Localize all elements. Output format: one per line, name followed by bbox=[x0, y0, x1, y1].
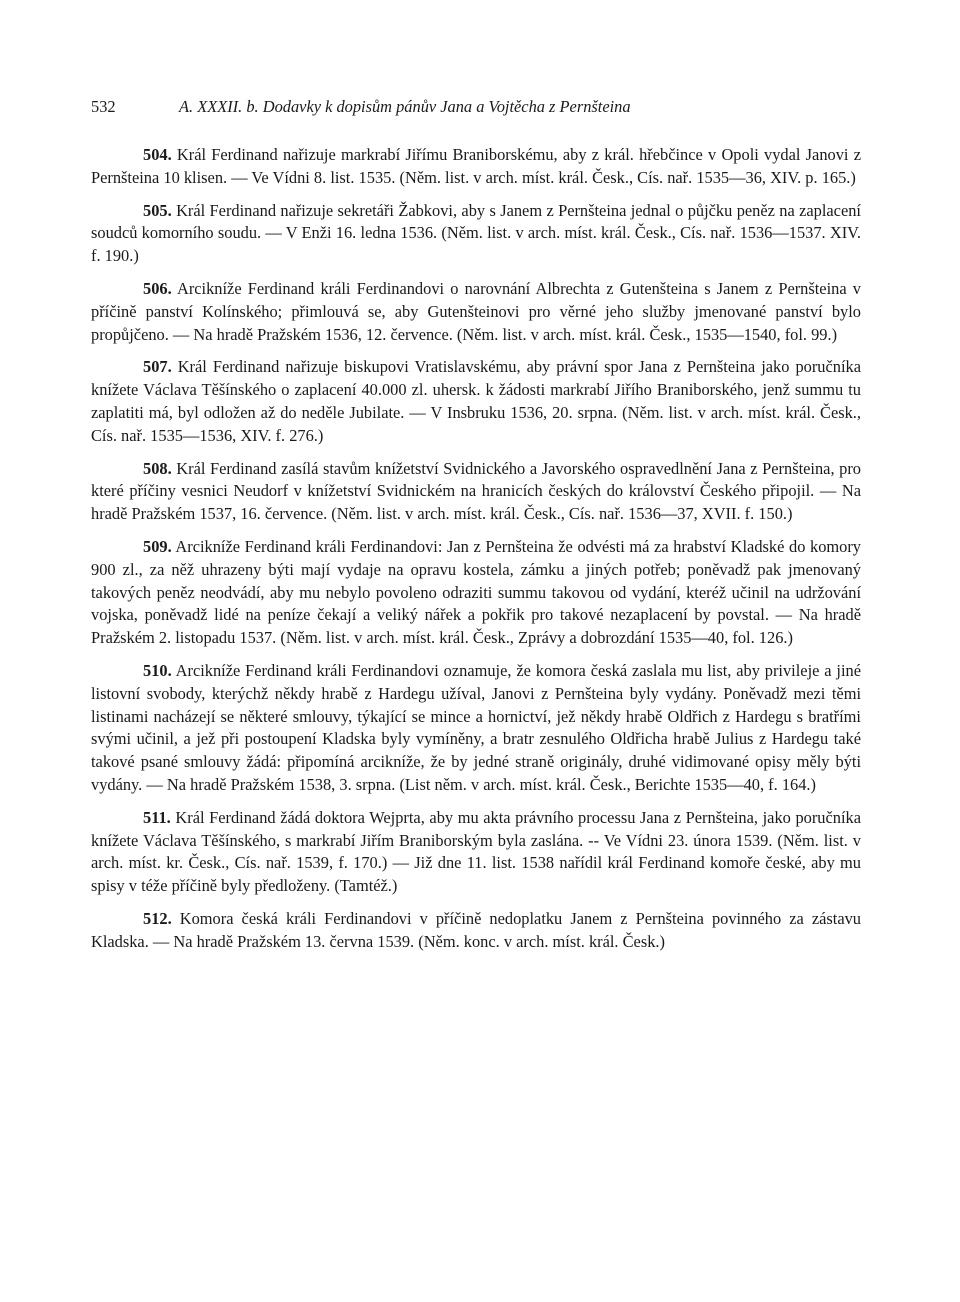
entry-text: Komora česká králi Ferdinandovi v příčině nedoplatku Janem z Pernšteina povinného za zástavu Kladska. — Na hradě Pražském 13. června 1539. (Něm. konc. v arch. míst. král. Česk.) bbox=[91, 908, 861, 951]
entry-number: 504. bbox=[143, 145, 172, 164]
entry-number: 509. bbox=[143, 536, 172, 556]
entry-number: 505. bbox=[143, 200, 172, 220]
entry-507 bbox=[91, 356, 861, 447]
entry-text: Král Ferdinand nařizuje biskupovi Vratislavskému, aby právní spor Jana z Pernšteina jako poručníka knížete Václava Těšínského o zaplacení 40.000 zl. uhersk. k žádosti markrabí Jiřího Braniborského, jenž summu tu zaplatiti má, byl odložen až do neděle Jubilate. — V Insbruku 1536, 20. srpna. (Něm. list. v arch. míst. král. Česk., Cís. nař. 1535—1536, XIV. f. 276.) bbox=[91, 357, 861, 445]
entry-508 bbox=[91, 458, 861, 526]
entry-505 bbox=[91, 200, 861, 268]
entry-510 bbox=[91, 660, 861, 797]
entry-text: Arcikníže Ferdinand králi Ferdinandovi oznamuje, že komora česká zaslala mu list, aby privileje a jiné listovní svobody, kterýchž někdy hrabě z Hardegu užíval, Janovi z Pernšteina byly vydány. Poněvadž mezi těmi listinami nacházejí se některé smlouvy, týkající se mince a hornictví, jež někdy hrabě Oldřich z Hardegu s bratřími svými učinil, a jež při postoupení Kladska byly vymíněny, a bratr zesnulého Oldřicha hrabě Julius z Hardegu také takové psané smlouvy žádá: připomíná arcikníže, že by jedné straně originály, druhé vidimované opisy měly býti vydány. — Na hradě Pražském 1538, 3. srpna. (List něm. v arch. míst. král. Česk., Berichte 1535—40, f. 164.) bbox=[91, 660, 861, 794]
entry-text: Král Ferdinand zasílá stavům knížetství Svidnického a Javorského ospravedlnění Jana z Pernšteina, pro které příčiny vesnici Neudorf v knížetství Svidnickém na hranicích českých do království Českého připojil. — Na hradě Pražském 1537, 16. července. (Něm. list. v arch. míst. král. Česk., Cís. nař. 1536—37, XVII. f. 150.) bbox=[91, 458, 861, 524]
entry-number: 508. bbox=[143, 458, 172, 478]
entry-number: 512. bbox=[143, 908, 172, 928]
running-header bbox=[91, 96, 861, 118]
entry-number: 506. bbox=[143, 278, 172, 298]
document-page bbox=[91, 96, 861, 964]
entry-number: 510. bbox=[143, 660, 172, 680]
entry-512 bbox=[91, 908, 861, 954]
entry-511 bbox=[91, 807, 861, 898]
entry-text: Král Ferdinand žádá doktora Wejprta, aby mu akta právního processu Jana z Pernšteina, jako poručníka knížete Václava Těšínského, s markrabí Jiřím Braniborským byla zaslána. -- Ve Vídni 23. února 1539. (Něm. list. v arch. míst. kr. Česk., Cís. nař. 1539, f. 170.) — Již dne 11. list. 1538 nařídil král Ferdinand komoře české, aby mu spisy v téže příčině byly předloženy. (Tamtéž.) bbox=[91, 807, 861, 896]
entry-number: 511. bbox=[143, 807, 171, 827]
entry-504 bbox=[91, 144, 861, 190]
entry-506 bbox=[91, 278, 861, 346]
page-number: 532 bbox=[91, 97, 116, 116]
header-title: A. XXXII. b. Dodavky k dopisům pánův Jana a Vojtěcha z Pernšteina bbox=[179, 97, 631, 116]
entry-text: Arcikníže Ferdinand králi Ferdinandovi o narovnání Albrechta z Gutenšteina s Janem z Pernšteina v příčině panství Kolínského; přimlouvá se, aby Gutenšteinovi pro věrné jeho služby jmenované panství bylo propůjčeno. — Na hradě Pražském 1536, 12. července. (Něm. list. v arch. míst. král. Česk., 1535—1540, fol. 99.) bbox=[91, 278, 861, 344]
entry-text: Král Ferdinand nařizuje markrabí Jiřímu Braniborskému, aby z král. hřebčince v Opoli vydal Janovi z Pernšteina 10 klisen. — Ve Vídni 8. list. 1535. (Něm. list. v arch. míst. král. Česk., Cís. nař. 1535—36, XIV. p. 165.) bbox=[91, 145, 861, 187]
entry-509 bbox=[91, 536, 861, 650]
entry-number: 507. bbox=[143, 357, 172, 377]
entry-text: Arcikníže Ferdinand králi Ferdinandovi: Jan z Pernšteina že odvésti má za hrabství Kladské do komory 900 zl., za něž uhrazeny býti mají vydaje na opravu kostela, zámku a jiných potřeb; poněvadž pak jmenovaný takových peněz neodvádí, aby mu nebylo povoleno odraziti summu takovou od vydání, kteréž učinil na udržování vojska, poněvadž lidé na peníze čekají a veliký nářek a pokřik pro takové nezaplacení by povstal. — Na hradě Pražském 2. listopadu 1537. (Něm. list. v arch. míst. král. Česk., Zprávy a dobrozdání 1535—40, fol. 126.) bbox=[91, 536, 862, 648]
entry-text: Král Ferdinand nařizuje sekretáři Žabkovi, aby s Janem z Pernšteina jednal o půjčku peněz na zaplacení soudců komorního soudu. — V Enži 16. ledna 1536. (Něm. list. v arch. míst. král. Česk., Cís. nař. 1536—1537. XIV. f. 190.) bbox=[91, 200, 861, 266]
